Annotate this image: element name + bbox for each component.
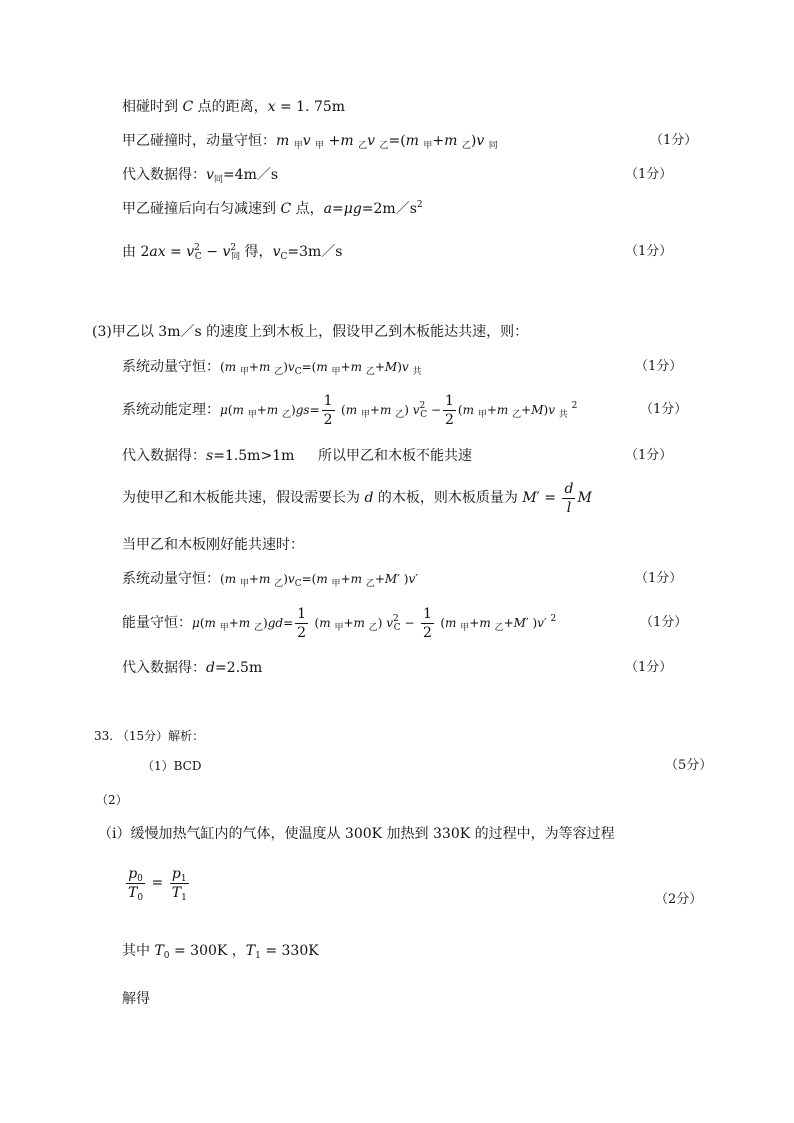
score-l14: （1分）: [625, 660, 673, 675]
line-momentum-collision: 甲乙碰撞时，动量守恒：m $_甲$v $_甲$ +m $_乙$v $_乙$=(m $_甲$+m $_乙$)v $_同$: [122, 133, 498, 151]
score-l7: （1分）: [635, 359, 683, 374]
line-conclusion-no-common-speed: 所以甲乙和木板不能共速: [318, 448, 472, 464]
line-temperatures: 其中 $T_0 = 300K$ ，$T_1 = 330K$: [122, 943, 319, 961]
score-l8: （1分）: [640, 402, 688, 417]
score-l9: （1分）: [625, 448, 673, 463]
score-l2: （1分）: [650, 133, 698, 148]
question-33-heading: 33. （15分）解析：: [94, 729, 205, 743]
line-result-d: 代入数据得：d=2.5m: [122, 660, 263, 676]
line-just-common-speed: 当甲乙和木板刚好能共速时：: [122, 537, 304, 553]
score-l16: （5分）: [665, 758, 713, 773]
answer-part1: （1）BCD: [142, 759, 202, 773]
score-l13: （1分）: [640, 615, 688, 630]
line-isochoric: （ⅰ）缓慢加热气缸内的气体，使温度从 300K 加热到 330K 的过程中，为等容过程: [98, 826, 615, 842]
line-energy-conservation: 能量守恒：μ(m $_甲$+m $_乙$)gd= $\frac{1}{2}$ (m $_甲$+m $_乙$) $v^2_C$ − $\frac{1}{2}$ (m $_甲$+m $_乙$+M′ )v′ $^2$: [122, 605, 557, 641]
score-l3: （1分）: [625, 167, 673, 182]
equation-isochoric: $\frac{p_0}{T_0}$ = $\frac{p_1}{T_1}$: [128, 865, 187, 903]
part2-heading: （2）: [96, 793, 128, 807]
line-system-momentum: 系统动量守恒：(m $_甲$+m $_乙)v_C=(m$ $_甲$+m $_乙$+M)v $_共$: [122, 359, 422, 377]
line-result-s: 代入数据得：s=1.5m>1m: [122, 448, 295, 464]
line-assume-length: 为使甲乙和木板能共速，假设需要长为 d 的木板，则木板质量为 M′ = $\frac{d}{l}$ M: [122, 480, 592, 516]
line-solve: 解得: [122, 991, 150, 1007]
line-result-v-same: 代入数据得：$v_同=4m/s$: [122, 167, 279, 185]
line-system-momentum-2: 系统动量守恒：(m $_甲$+m $_乙)v_C=(m$ $_甲$+m $_乙$+M′ )v′: [122, 571, 418, 589]
line-kinetic-energy-theorem: 系统动能定理：μ(m $_甲$+m $_乙$)gs= $\frac{1}{2}$ (m $_甲$+m $_乙$) $v^2_C$ − $\frac{1}{2}$ (m $_甲$+m $_乙$+M)v $_共$ $^2$: [122, 392, 578, 428]
line-deceleration: 甲乙碰撞后向右匀减速到 C 点，$a=\mu g=2m/s^2$: [122, 200, 423, 217]
line-part3-heading: (3)甲乙以 3m／s 的速度上到木板上，假设甲乙到木板能达共速，则：: [92, 324, 529, 340]
line-distance: 相碰时到 C 点的距离，x = 1. 75m: [122, 99, 346, 115]
score-l19: （2分）: [655, 892, 703, 907]
score-l5: （1分）: [625, 244, 673, 259]
line-kinematics: 由 $2ax = v^2_C - v^2_同$ 得，$v_C=3m/s$: [122, 243, 343, 262]
score-l12: （1分）: [635, 571, 683, 586]
